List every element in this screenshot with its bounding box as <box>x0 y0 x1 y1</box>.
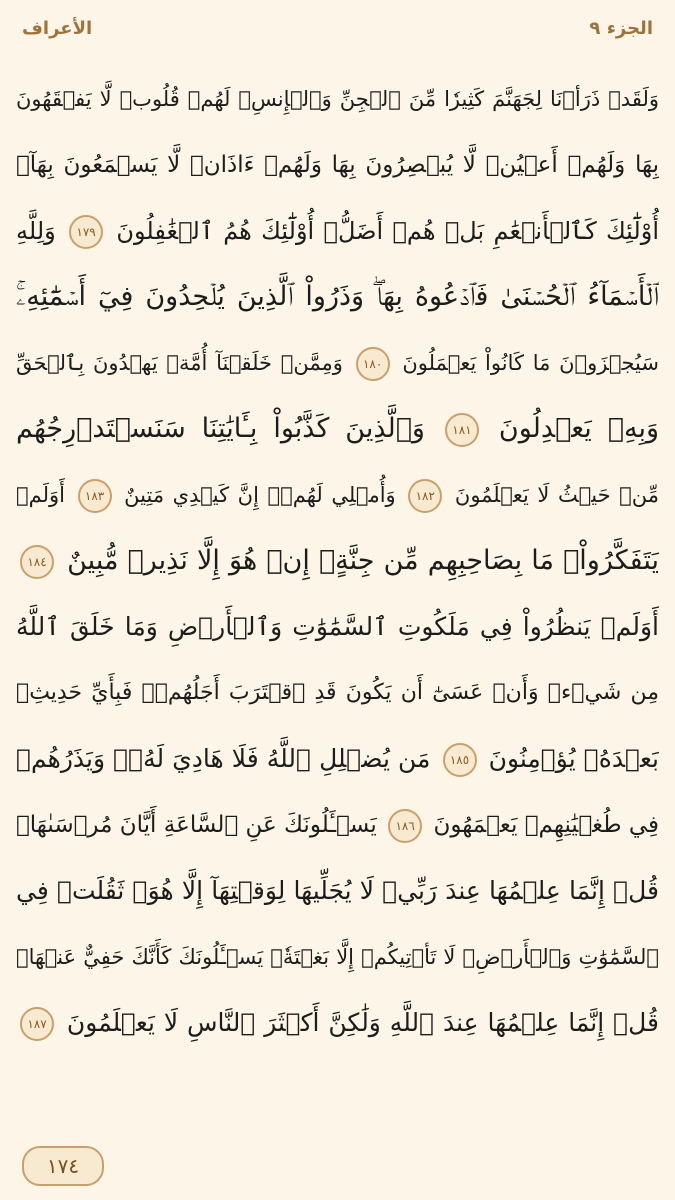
text-line <box>16 858 659 924</box>
text-line <box>16 132 659 198</box>
text-line <box>16 660 659 726</box>
verse-text: وَأُمۡلِي لَهُمۡۚ إِنَّ كَيۡدِي مَتِينٌ <box>124 483 396 507</box>
verse-text: ٱلسَّمَٰوَٰتِ وَٱلۡأَرۡضِۚ لَا تَأۡتِيكُمۡ إِلَّا بَغۡتَةٗۗ يَسۡـَٔلُونَكَ كَأَنَّكَ حَفِيٌّ عَنۡهَاۖ <box>16 945 659 969</box>
verse-text: يَسۡـَٔلُونَكَ عَنِ ٱلسَّاعَةِ أَيَّانَ مُرۡسَىٰهَاۖ <box>16 812 377 838</box>
page-footer <box>0 1140 675 1200</box>
ayah-number-marker: ١٧٩ <box>69 215 103 249</box>
text-line <box>16 528 659 594</box>
verse-text: وَمِمَّنۡ خَلَقۡنَآ أُمَّةٞ يَهۡدُونَ بِٱلۡحَقِّ <box>16 351 343 375</box>
verse-text: بِهَا وَلَهُمۡ أَعۡيُنٞ لَّا يُبۡصِرُونَ بِهَا وَلَهُمۡ ءَاذَانٞ لَّا يَسۡمَعُونَ بِهَآۚ <box>16 152 659 178</box>
page-number-frame <box>22 1146 104 1186</box>
text-line <box>16 198 659 264</box>
page-number: ١٧٤ <box>46 1154 80 1178</box>
ayah-number-marker: ١٨١ <box>445 413 479 447</box>
text-line <box>16 264 659 330</box>
text-line <box>16 594 659 660</box>
ayah-number-marker: ١٨٥ <box>443 743 477 777</box>
verse-text: فِي طُغۡيَٰنِهِمۡ يَعۡمَهُونَ <box>433 812 659 838</box>
verse-text: مَن يُضۡلِلِ ٱللَّهُ فَلَا هَادِيَ لَهُۥۚ وَيَذَرُهُمۡ <box>16 744 431 773</box>
surah-name: الأعراف <box>22 18 93 39</box>
text-line <box>16 396 659 462</box>
page-header <box>0 0 675 64</box>
verse-text: سَيُجۡزَوۡنَ مَا كَانُواْ يَعۡمَلُونَ <box>402 351 659 375</box>
ayah-number-marker: ١٨٧ <box>20 1007 54 1041</box>
verse-text: وَٱلَّذِينَ كَذَّبُواْ بِـَٔايَٰتِنَا سَنَسۡتَدۡرِجُهُم <box>16 413 425 444</box>
verse-text: يَتَفَكَّرُواْۗ مَا بِصَاحِبِهِم مِّن جِنَّةٍۚ إِنۡ هُوَ إِلَّا نَذِيرٞ مُّبِينٌ <box>67 545 659 576</box>
ayah-number-marker: ١٨٣ <box>78 479 112 513</box>
verse-text: أُوْلَٰٓئِكَ كَٱلۡأَنۡعَٰمِ بَلۡ هُمۡ أَضَلُّۚ أُوْلَٰٓئِكَ هُمُ ٱلۡغَٰفِلُونَ <box>116 217 659 245</box>
verse-text: مِن شَيۡءٖ وَأَنۡ عَسَىٰٓ أَن يَكُونَ قَدِ ٱقۡتَرَبَ أَجَلُهُمۡۖ فَبِأَيِّ حَدِيثِۭ <box>16 680 659 705</box>
text-line <box>16 726 659 792</box>
ayah-number-marker: ١٨٢ <box>408 479 442 513</box>
juz-label: الجزء ٩ <box>589 18 653 39</box>
text-line <box>16 462 659 528</box>
verse-text: قُلۡ إِنَّمَا عِلۡمُهَا عِندَ رَبِّيۖ لَا يُجَلِّيهَا لِوَقۡتِهَآ إِلَّا هُوَۚ ثَقُلَتۡ فِي <box>16 876 659 905</box>
verse-text: وَلَقَدۡ ذَرَأۡنَا لِجَهَنَّمَ كَثِيرٗا مِّنَ ٱلۡجِنِّ وَٱلۡإِنسِۖ لَهُمۡ قُلُوبٞ لَّا يَفۡقَهُونَ <box>16 87 659 111</box>
verse-text: قُلۡ إِنَّمَا عِلۡمُهَا عِندَ ٱللَّهِ وَلَٰكِنَّ أَكۡثَرَ ٱلنَّاسِ لَا يَعۡلَمُونَ <box>66 1008 659 1037</box>
verse-text: ٱلۡأَسۡمَآءُ ٱلۡحُسۡنَىٰ فَٱدۡعُوهُ بِهَاۖ وَذَرُواْ ٱلَّذِينَ يُلۡحِدُونَ فِيٓ أَسۡمَٰٓئِهِۦۚ <box>16 281 659 312</box>
verse-text: أَوَلَمۡ يَنظُرُواْ فِي مَلَكُوتِ ٱلسَّمَٰوَٰتِ وَٱلۡأَرۡضِ وَمَا خَلَقَ ٱللَّهُ <box>16 612 659 641</box>
verse-text: بَعۡدَهُۥ يُؤۡمِنُونَ <box>488 744 659 773</box>
verse-text: وَلِلَّهِ <box>16 217 56 245</box>
text-line <box>16 792 659 858</box>
ayah-number-marker: ١٨٠ <box>356 347 390 381</box>
text-line <box>16 990 659 1056</box>
verse-text: مِّنۡ حَيۡثُ لَا يَعۡلَمُونَ <box>454 483 659 507</box>
text-line <box>16 66 659 132</box>
text-line <box>16 924 659 990</box>
text-line <box>16 330 659 396</box>
ayah-number-marker: ١٨٦ <box>388 809 422 843</box>
verse-text: أَوَلَمۡ <box>16 483 65 507</box>
verse-text: وَبِهِۦ يَعۡدِلُونَ <box>498 413 659 444</box>
mushaf-page-text <box>16 66 659 1124</box>
ayah-number-marker: ١٨٤ <box>20 545 54 579</box>
